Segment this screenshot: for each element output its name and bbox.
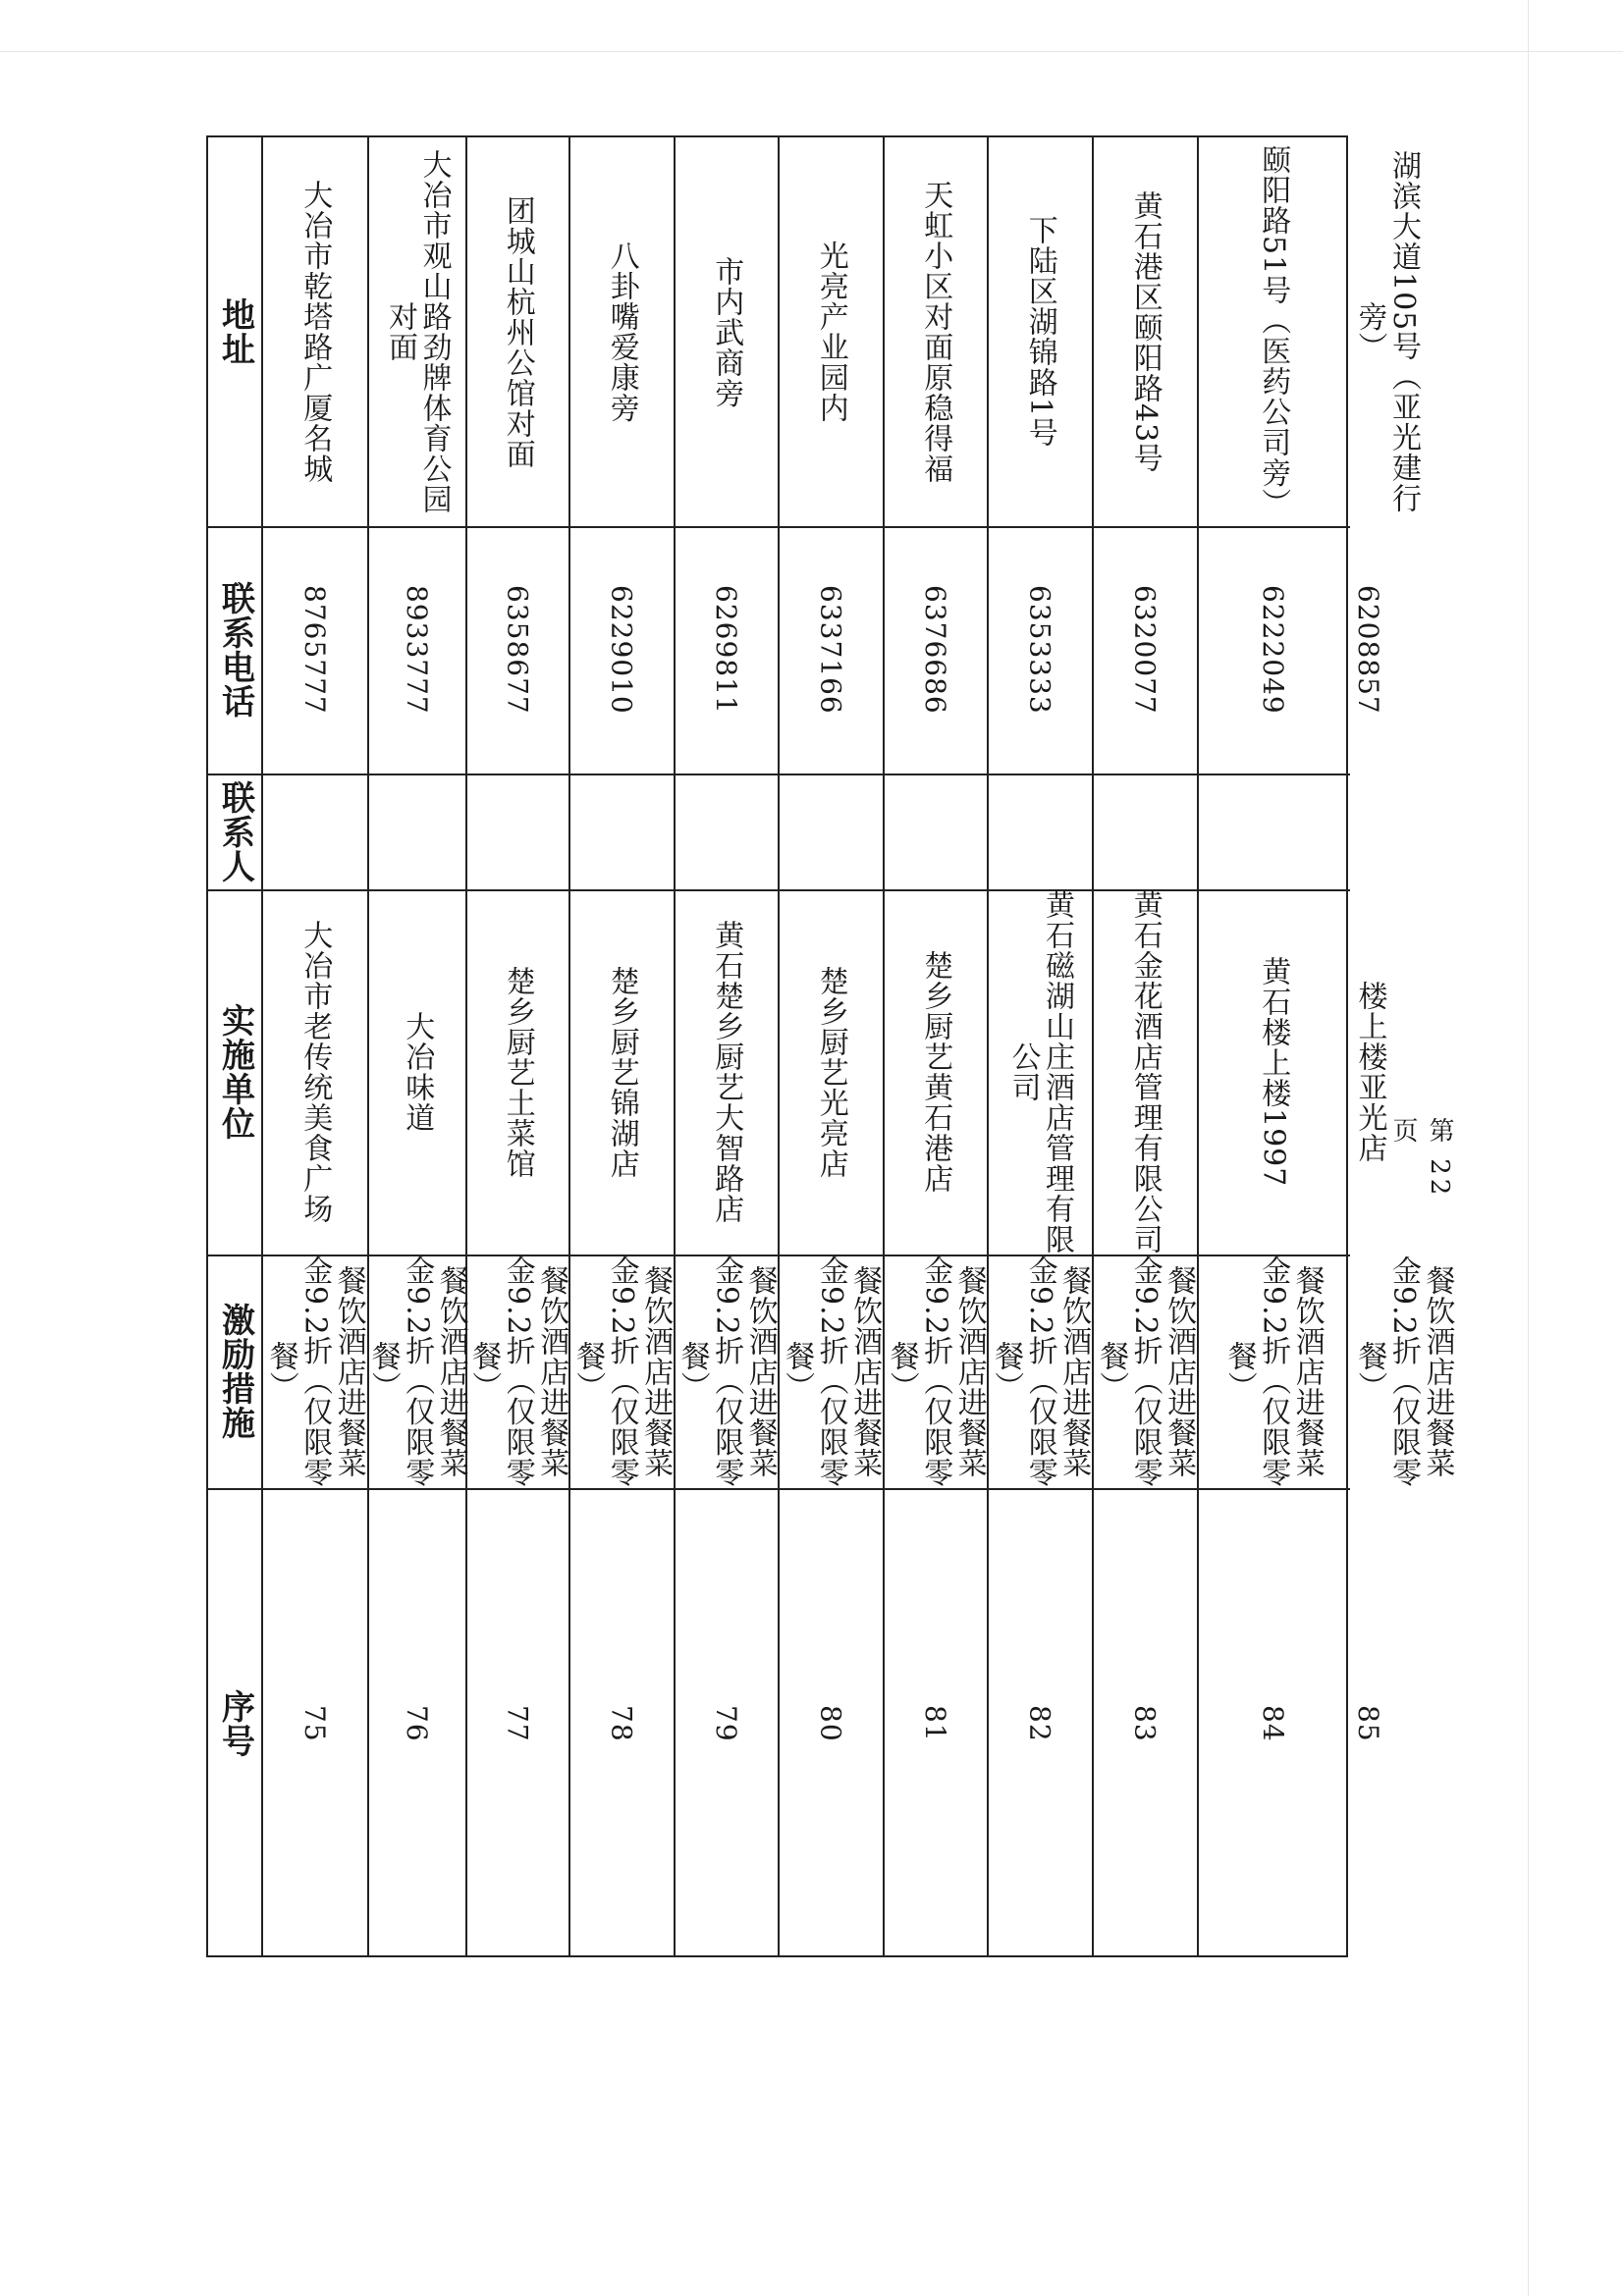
table-cell-unit bbox=[1348, 889, 1390, 1255]
table-cell-unit-text: 大冶市老传统美食广场 bbox=[298, 920, 333, 1224]
table-cell-phone-text: 6376686 bbox=[919, 585, 952, 715]
table-cell-unit bbox=[987, 889, 1092, 1255]
table-cell-phone bbox=[1092, 526, 1197, 774]
table-cell-address-text: 大冶市观山路劲牌体育公园对面 bbox=[383, 149, 452, 514]
page-number: 第 22 页 bbox=[1388, 1117, 1454, 1200]
table-cell-address-text: 光亮产业园内 bbox=[813, 240, 848, 423]
table-cell-address bbox=[1092, 137, 1197, 526]
table-cell-unit-text: 黄石金花酒店管理有限公司 bbox=[1127, 889, 1163, 1255]
table-cell-address bbox=[367, 137, 465, 526]
table-cell-measure bbox=[987, 1255, 1092, 1488]
table-cell-phone-text: 6337166 bbox=[814, 585, 847, 715]
table-cell-unit bbox=[261, 889, 367, 1255]
header-cell-address-text: 地址 bbox=[215, 297, 255, 366]
table-cell-contact bbox=[1348, 774, 1356, 889]
table-cell-seq-text: 82 bbox=[1023, 1705, 1056, 1742]
table-cell-measure bbox=[883, 1255, 987, 1488]
table-cell-seq-text: 83 bbox=[1128, 1705, 1162, 1742]
table-cell-phone-text: 6229010 bbox=[605, 585, 638, 715]
table-cell-unit bbox=[367, 889, 465, 1255]
table-cell-phone bbox=[987, 526, 1092, 774]
scan-artifact-line bbox=[0, 51, 1623, 52]
table-cell-measure bbox=[465, 1255, 568, 1488]
table-cell-measure-text: 餐饮酒店进餐菜金9.2折（仅限零餐） bbox=[263, 1255, 366, 1488]
header-cell-measure bbox=[208, 1255, 261, 1488]
table-cell-address bbox=[261, 137, 367, 526]
table-cell-measure-text: 餐饮酒店进餐菜金9.2折（仅限零餐） bbox=[780, 1255, 883, 1488]
table-cell-unit bbox=[883, 889, 987, 1255]
table-cell-contact bbox=[568, 774, 674, 889]
table-cell-measure-text: 餐饮酒店进餐菜金9.2折（仅限零餐） bbox=[466, 1255, 569, 1488]
header-cell-address bbox=[208, 137, 261, 526]
table-cell-phone-text: 6358677 bbox=[501, 585, 534, 715]
table-cell-phone bbox=[261, 526, 367, 774]
table-cell-address-text: 湖滨大道105号（亚光建行旁） bbox=[1352, 149, 1421, 514]
table-cell-seq bbox=[1197, 1488, 1348, 1959]
table-cell-measure-text: 餐饮酒店进餐菜金9.2折（仅限零餐） bbox=[989, 1255, 1092, 1488]
table-cell-seq bbox=[883, 1488, 987, 1959]
table-cell-address-text: 市内武商旁 bbox=[709, 255, 744, 408]
table-cell-unit-text: 楼上楼亚光店 bbox=[1352, 981, 1387, 1163]
table-cell-measure bbox=[1092, 1255, 1197, 1488]
table-cell-unit-text: 黄石楚乡厨艺大智路店 bbox=[709, 920, 744, 1224]
table-cell-measure-text: 餐饮酒店进餐菜金9.2折（仅限零餐） bbox=[884, 1255, 987, 1488]
table-cell-seq bbox=[261, 1488, 367, 1959]
table-cell-seq-text: 85 bbox=[1352, 1705, 1385, 1742]
table-cell-phone bbox=[883, 526, 987, 774]
table-cell-address-text: 下陆区湖锦路1号 bbox=[1022, 215, 1057, 449]
table-cell-measure bbox=[1348, 1255, 1458, 1488]
table-cell-seq-text: 78 bbox=[605, 1705, 638, 1742]
table-cell-seq bbox=[1092, 1488, 1197, 1959]
table-cell-measure bbox=[1197, 1255, 1348, 1488]
table-cell-seq-text: 79 bbox=[710, 1705, 743, 1742]
table-cell-seq-text: 76 bbox=[401, 1705, 434, 1742]
table-cell-address bbox=[1348, 137, 1424, 526]
header-cell-seq-text: 序号 bbox=[215, 1689, 255, 1758]
table-cell-contact bbox=[1092, 774, 1197, 889]
table-cell-unit-text: 大冶味道 bbox=[400, 1011, 435, 1133]
header-cell-unit bbox=[208, 889, 261, 1255]
table-cell-seq bbox=[367, 1488, 465, 1959]
table-cell-address-text: 黄石港区颐阳路43号 bbox=[1127, 189, 1163, 474]
table-cell-measure bbox=[674, 1255, 778, 1488]
table-cell-contact bbox=[1197, 774, 1348, 889]
table-cell-phone bbox=[465, 526, 568, 774]
table-cell-contact bbox=[465, 774, 568, 889]
table-cell-unit bbox=[1197, 889, 1348, 1255]
table-cell-measure bbox=[568, 1255, 674, 1488]
page-footer bbox=[1388, 1117, 1454, 1215]
table-cell-measure-text: 餐饮酒店进餐菜金9.2折（仅限零餐） bbox=[365, 1255, 468, 1488]
table-cell-seq bbox=[1348, 1488, 1387, 1959]
table-cell-phone-text: 6222049 bbox=[1257, 585, 1290, 715]
table-cell-phone bbox=[568, 526, 674, 774]
table-cell-address bbox=[1197, 137, 1348, 526]
table-cell-phone-text: 8765777 bbox=[298, 585, 332, 715]
table-cell-measure bbox=[778, 1255, 883, 1488]
table-cell-seq-text: 77 bbox=[501, 1705, 534, 1742]
table-cell-unit bbox=[568, 889, 674, 1255]
table-cell-phone bbox=[778, 526, 883, 774]
table-cell-phone-text: 6208857 bbox=[1352, 585, 1385, 715]
header-cell-measure-text: 激励措施 bbox=[215, 1303, 255, 1440]
header-cell-contact bbox=[208, 774, 261, 889]
table-cell-contact bbox=[261, 774, 367, 889]
table-cell-unit bbox=[778, 889, 883, 1255]
table-cell-measure-text: 餐饮酒店进餐菜金9.2折（仅限零餐） bbox=[1094, 1255, 1197, 1488]
table-cell-seq-text: 81 bbox=[919, 1705, 952, 1742]
table-cell-address bbox=[674, 137, 778, 526]
table-cell-seq bbox=[465, 1488, 568, 1959]
table-cell-address-text: 颐阳路51号（医药公司旁） bbox=[1256, 144, 1291, 519]
table-cell-phone-text: 6269811 bbox=[710, 585, 743, 715]
header-cell-seq bbox=[208, 1488, 261, 1959]
table-cell-unit bbox=[1092, 889, 1197, 1255]
table-cell-contact bbox=[883, 774, 987, 889]
table-cell-measure-text: 餐饮酒店进餐菜金9.2折（仅限零餐） bbox=[1221, 1255, 1325, 1488]
table-cell-address bbox=[883, 137, 987, 526]
table-cell-address-text: 团城山杭州公馆对面 bbox=[500, 194, 535, 469]
table-cell-unit-text: 楚乡厨艺黄石港店 bbox=[918, 950, 953, 1194]
table-cell-contact bbox=[674, 774, 778, 889]
table-cell-address bbox=[778, 137, 883, 526]
table-cell-unit bbox=[674, 889, 778, 1255]
table-cell-seq bbox=[778, 1488, 883, 1959]
table-cell-unit-text: 楚乡厨艺锦湖店 bbox=[604, 965, 639, 1179]
table-cell-seq bbox=[674, 1488, 778, 1959]
table-cell-seq bbox=[568, 1488, 674, 1959]
table-cell-address-text: 天虹小区对面原稳得福 bbox=[918, 180, 953, 484]
table-cell-measure-text: 餐饮酒店进餐菜金9.2折（仅限零餐） bbox=[1352, 1255, 1455, 1488]
table-cell-seq-text: 84 bbox=[1257, 1705, 1290, 1742]
table-cell-unit-text: 楚乡厨艺土菜馆 bbox=[500, 965, 535, 1179]
header-cell-phone bbox=[208, 526, 261, 774]
table-cell-address-text: 八卦嘴爱康旁 bbox=[604, 240, 639, 423]
table-cell-phone bbox=[367, 526, 465, 774]
table-cell-phone bbox=[674, 526, 778, 774]
table-cell-phone-text: 8933777 bbox=[401, 585, 434, 715]
table-cell-address-text: 大冶市乾塔路广厦名城 bbox=[298, 180, 333, 484]
table-cell-seq-text: 80 bbox=[814, 1705, 847, 1742]
table-cell-unit bbox=[465, 889, 568, 1255]
table-cell-unit-text: 黄石磁湖山庄酒店管理有限公司 bbox=[1005, 889, 1074, 1255]
scan-artifact-line bbox=[1528, 0, 1529, 2296]
table-cell-phone bbox=[1348, 526, 1387, 774]
table-cell-measure-text: 餐饮酒店进餐菜金9.2折（仅限零餐） bbox=[675, 1255, 778, 1488]
table-cell-seq-text: 75 bbox=[298, 1705, 332, 1742]
table-cell-contact bbox=[987, 774, 1092, 889]
table-cell-unit-text: 黄石楼上楼1997 bbox=[1256, 956, 1291, 1188]
table-cell-address bbox=[568, 137, 674, 526]
table-cell-phone-text: 6320077 bbox=[1128, 585, 1162, 715]
header-cell-phone-text: 联系电话 bbox=[215, 581, 255, 719]
table-cell-measure-text: 餐饮酒店进餐菜金9.2折（仅限零餐） bbox=[570, 1255, 674, 1488]
table-cell-contact bbox=[778, 774, 883, 889]
table-cell-measure bbox=[261, 1255, 367, 1488]
header-cell-contact-text: 联系人 bbox=[215, 779, 255, 883]
table-cell-phone bbox=[1197, 526, 1348, 774]
table-cell-measure bbox=[365, 1255, 468, 1488]
table-cell-seq bbox=[987, 1488, 1092, 1959]
table-cell-unit-text: 楚乡厨艺光亮店 bbox=[813, 965, 848, 1179]
header-cell-unit-text: 实施单位 bbox=[215, 1003, 255, 1141]
table-cell-address bbox=[465, 137, 568, 526]
table-cell-contact bbox=[367, 774, 465, 889]
table-cell-address bbox=[987, 137, 1092, 526]
table-cell-phone-text: 6353333 bbox=[1023, 585, 1056, 715]
